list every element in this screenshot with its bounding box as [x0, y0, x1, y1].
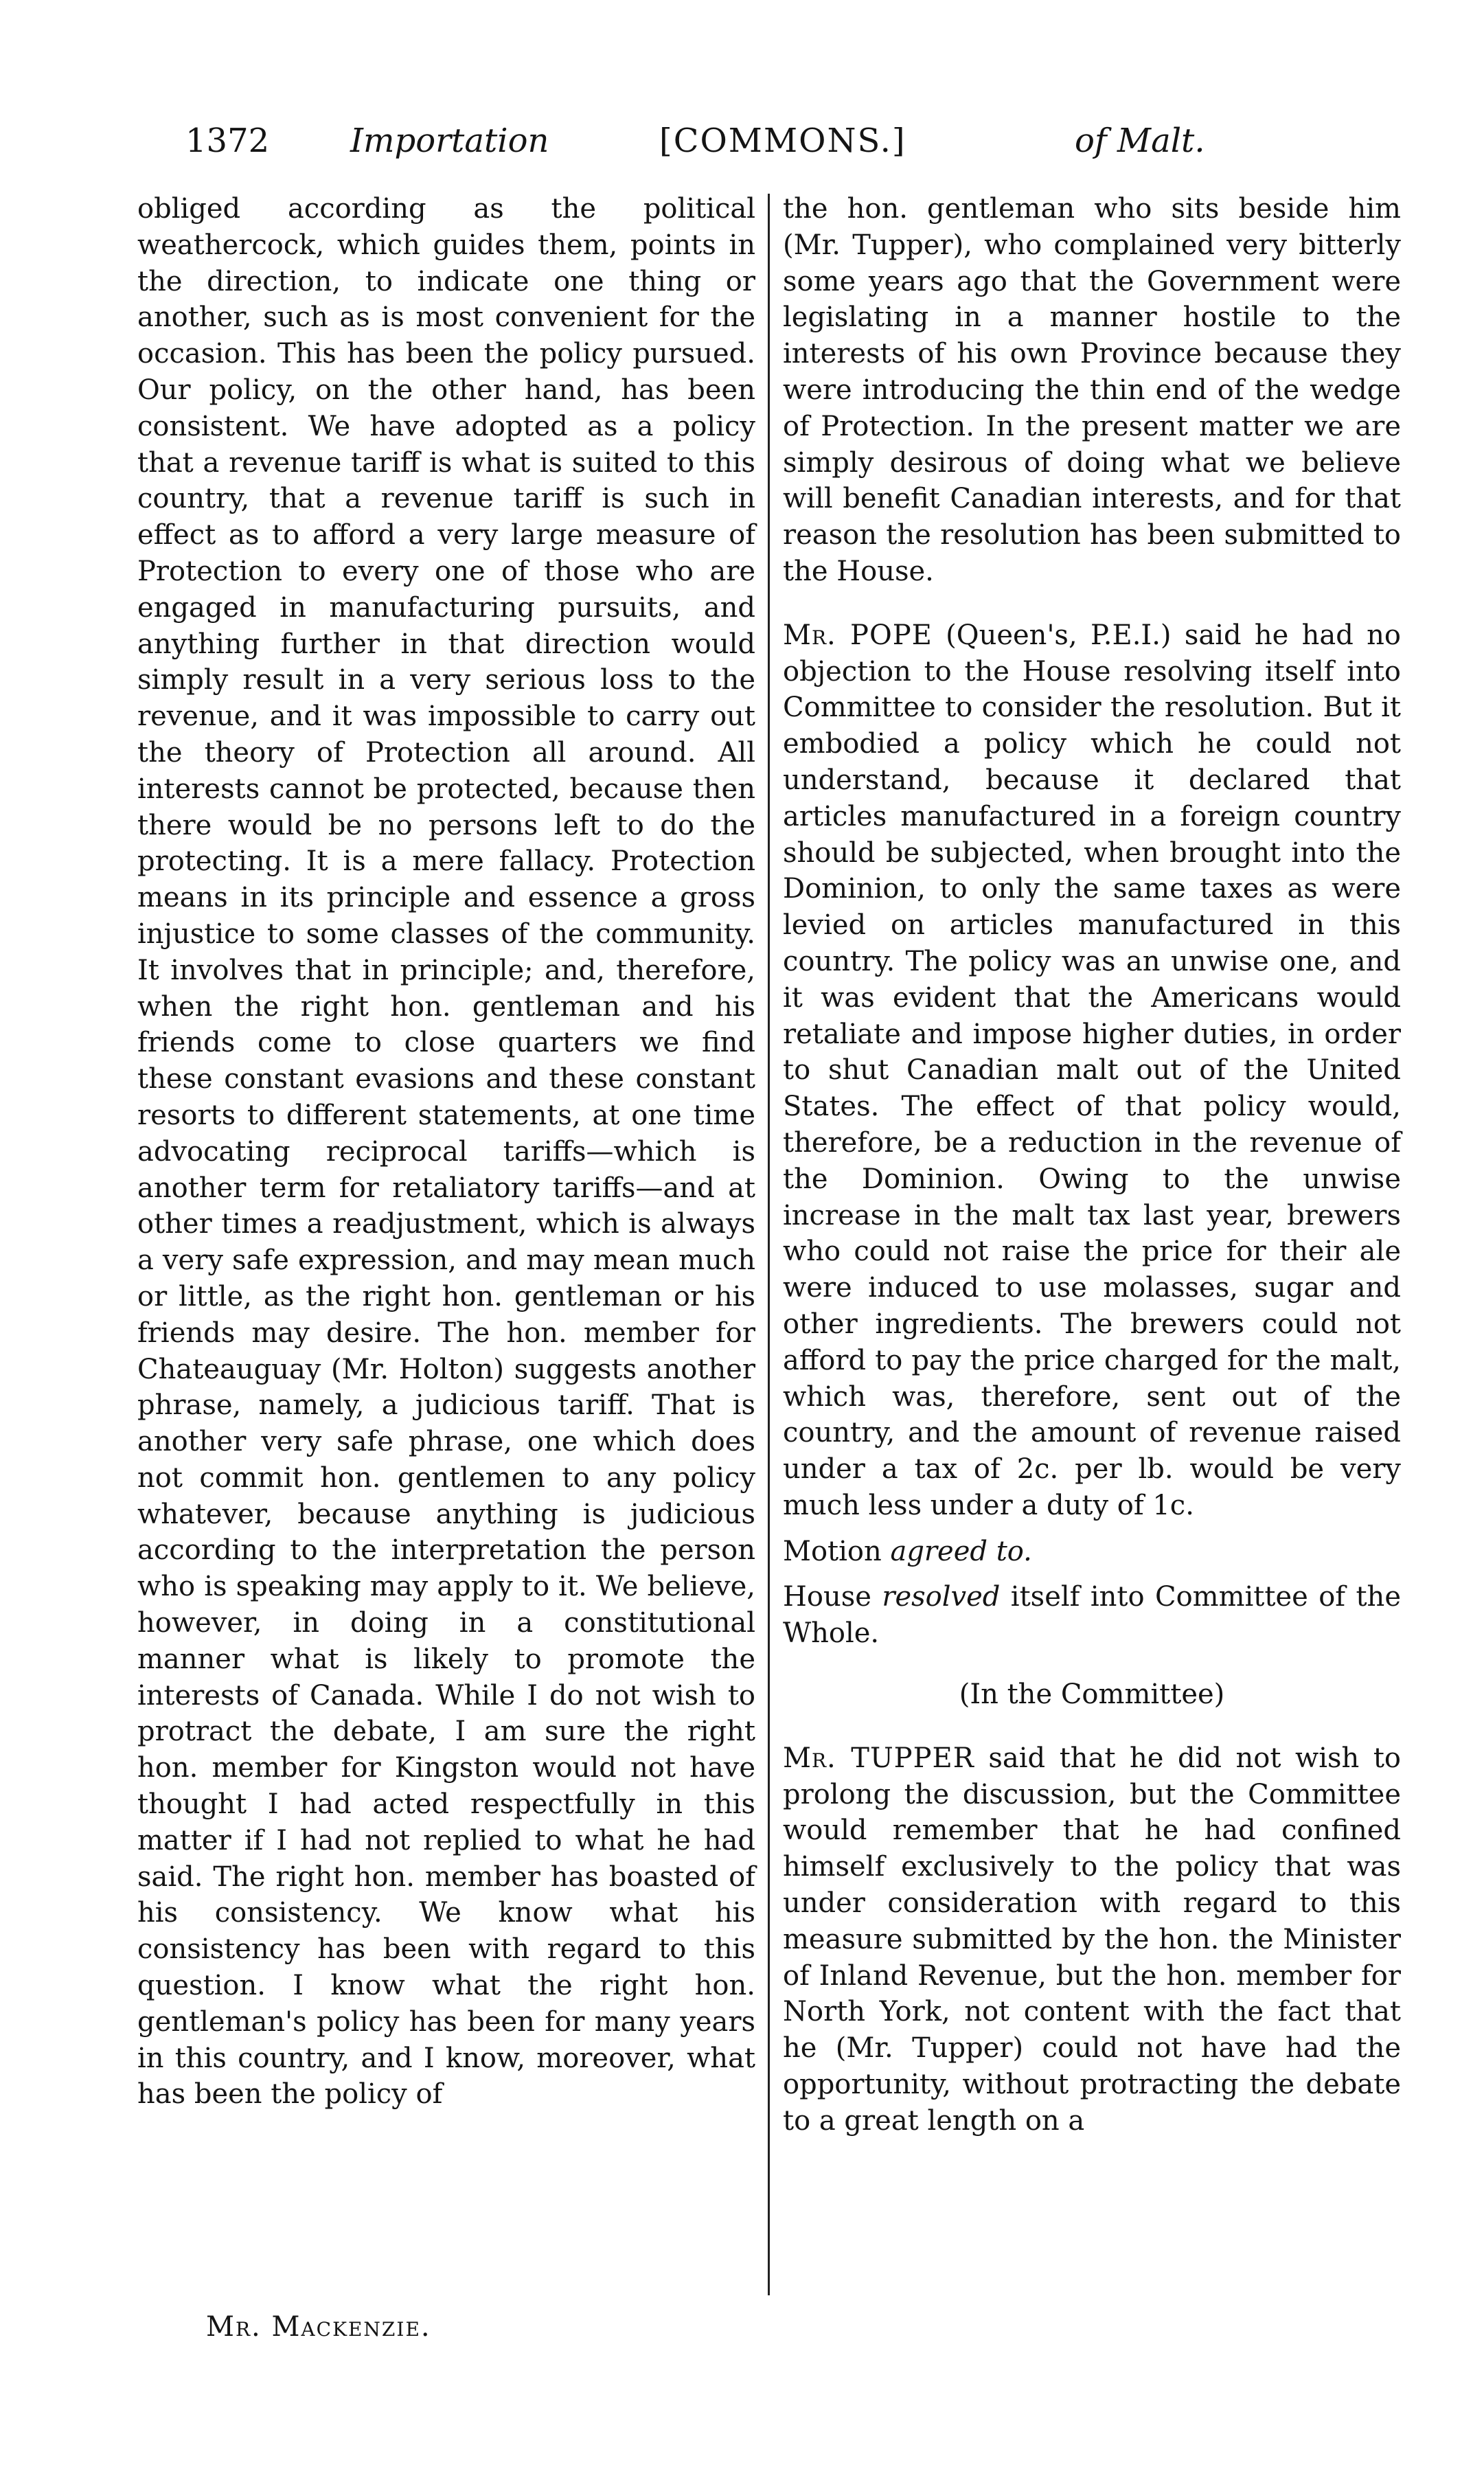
house-resolved: resolved — [882, 1581, 1001, 1613]
motion-result: agreed to. — [890, 1535, 1032, 1567]
running-title-right: of Malt. — [1075, 122, 1205, 160]
motion-line — [783, 1534, 1401, 1570]
running-title-left: Importation — [350, 122, 549, 160]
page-number: 1372 — [185, 122, 270, 160]
house-prefix: House — [783, 1581, 882, 1613]
page-footer-speaker: Mr. Mackenzie. — [206, 2311, 431, 2343]
speech-text: said that he did not wish to prolong the discussion, but the Committee would remember that he had confined himself exclusively to the policy that was under consideration with regard to this measure submitted by the hon. the Minister of Inland Revenue, but the hon. member for North York, not content with the fact that he (Mr. Tupper) could not have had the opportunity, without protracting the debate to a great length on a — [783, 1742, 1401, 2137]
speech-text: (Queen's, P.E.I.) said he had no objection to the House resolving itself into Committee to consider the resolution. But it embodied a policy which he could not understand, because it declared that articles manufactured in a foreign country should be subjected, when brought into the Dominion, to only the same taxes as were levied on articles manufactured in this country. The policy was an unwise one, and it was evident that the Americans would retaliate and impose higher duties, in order to shut Canadian malt out of the United States. The effect of that policy would, therefore, be a reduction in the revenue of the Dominion. Owing to the unwise increase in the malt tax last year, brewers who could not raise the price for their ale were induced to use molasses, sugar and other ingredients. The brewers could not afford to pay the price charged for the malt, which was, therefore, sent out of the country, and the amount of revenue raised under a tax of 2c. per lb. would be very much less under a duty of 1c. — [783, 619, 1401, 1521]
house-suffix: itself into Committee of the Whole. — [783, 1581, 1401, 1650]
speaker-name: Mr. TUPPER — [783, 1742, 974, 1774]
motion-prefix: Motion — [783, 1535, 891, 1567]
right-column — [783, 191, 1401, 2139]
speaker-name: Mr. POPE — [783, 619, 933, 651]
column-divider — [768, 194, 770, 2295]
left-paragraph-1: obliged according as the political weathercock, which guides them, points in the direction, to indicate one thing or another, such as is most convenient for the occasion. This has been the policy pursued. Our policy, on the other hand, has been consistent. We have adopted as a policy that a revenue tariff is what is suited to this country, that a revenue tariff is such in effect as to afford a very large measure of Protection to every one of those who are engaged in manufacturing pursuits, and anything further in that direction would simply result in a very serious loss to the revenue, and it was impossible to carry out the theory of Protection all around. All interests cannot be protected, because then there would be no persons left to do the protecting. It is a mere fallacy. Protection means in its principle and essence a gross injustice to some classes of the community. It involves that in principle; and, therefore, when the right hon. gentleman and his friends come to close quarters we find these constant evasions and these constant resorts to different statements, at one time advocating reciprocal tariffs—which is another term for retaliatory tariffs—and at other times a readjustment, which is always a very safe expression, and may mean much or little, as the right hon. gentleman or his friends may desire. The hon. member for Chateauguay (Mr. Holton) suggests another phrase, namely, a judicious tariff. That is another very safe phrase, one which does not commit hon. gentlemen to any policy whatever, because anything is judicious according to the interpretation the person who is speaking may apply to it. We believe, however, in doing in a constitutional manner what is likely to promote the interests of Canada. While I do not wish to protract the debate, I am sure the right hon. member for Kingston would not have thought I had acted respectfully in this matter if I had not replied to what he had said. The right hon. member has boasted of his consistency. We know what his consistency has been with regard to this question. I know what the right hon. gentleman's policy has been for many years in this country, and I know, moreover, what has been the policy of — [137, 193, 755, 2111]
pope-speech — [783, 617, 1401, 1524]
running-title-center: [COMMONS.] — [659, 122, 906, 160]
left-column — [137, 191, 755, 2113]
page-header — [185, 113, 1205, 168]
house-resolved-line — [783, 1579, 1401, 1652]
right-paragraph-1: the hon. gentleman who sits beside him (Mr. Tupper), who complained very bitterly some years ago that the Government were legislating in a manner hostile to the interests of his own Province because they were introducing the thin end of the wedge of Protection. In the present matter we are simply desirous of doing what we believe will benefit Canadian interests, and for that reason the resolution has been submitted to the House. — [783, 193, 1401, 587]
tupper-speech — [783, 1740, 1401, 2139]
committee-heading: (In the Committee) — [959, 1679, 1225, 1711]
